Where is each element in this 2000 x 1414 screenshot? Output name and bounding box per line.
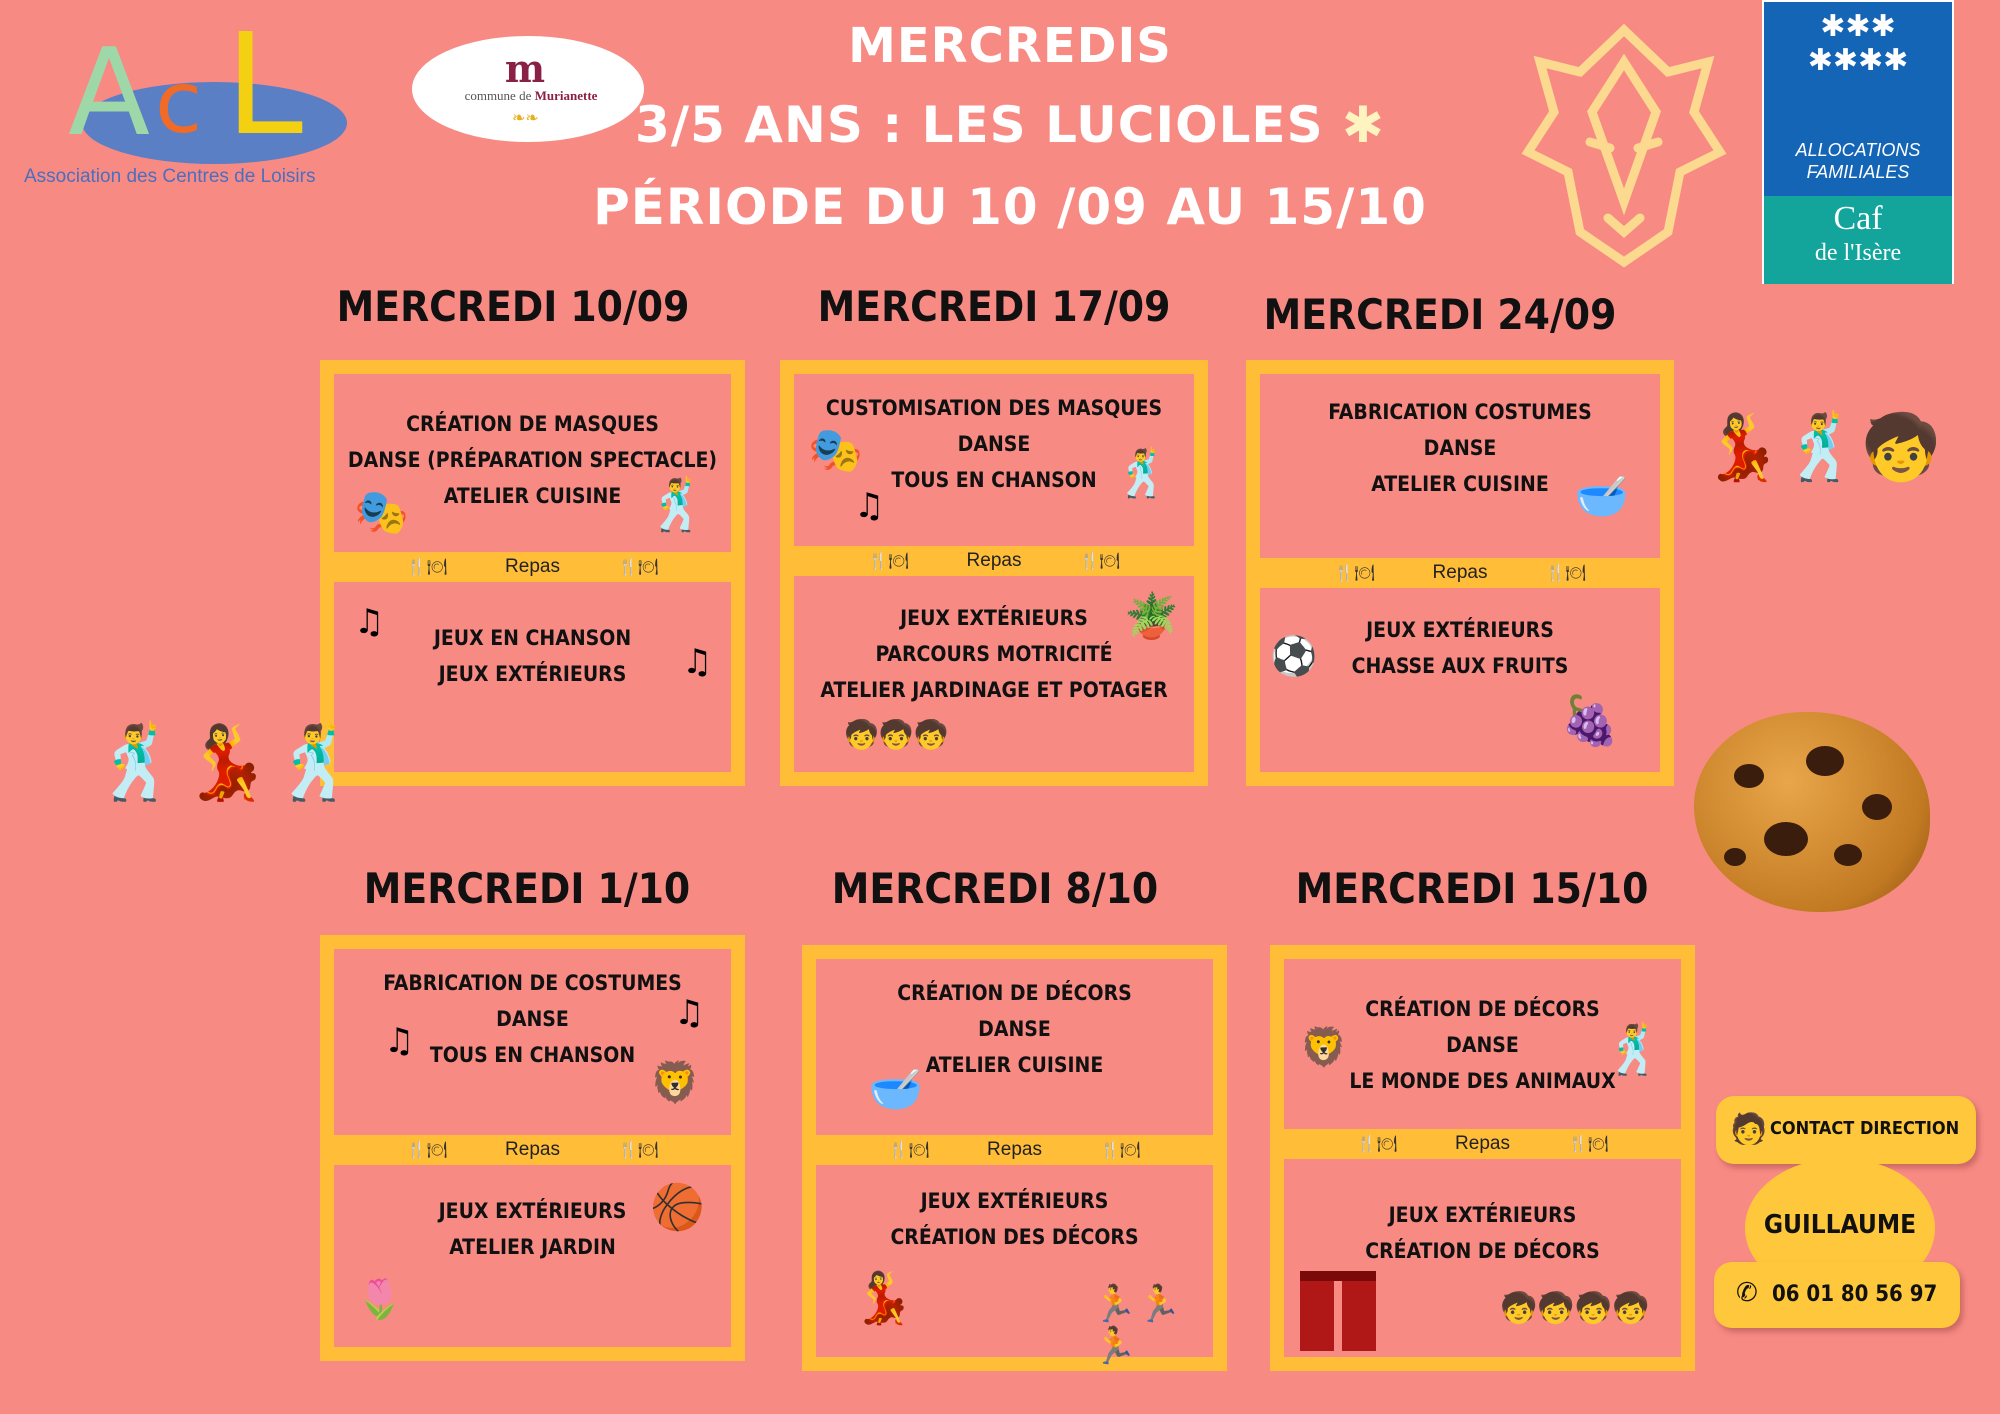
- activity: CRÉATION DE DÉCORS: [897, 981, 1132, 1005]
- repas-label: Repas: [987, 1139, 1042, 1160]
- animals-icon: 🦁: [1300, 1025, 1348, 1069]
- basketball-icon: 🏀: [650, 1182, 705, 1233]
- activity: DANSE (PRÉPARATION SPECTACLE): [347, 448, 718, 472]
- dancer-icon: 🕺: [1114, 446, 1172, 500]
- repas-label: Repas: [505, 556, 560, 577]
- music-notes-icon: ♫: [682, 642, 713, 682]
- activity: DANSE: [496, 1007, 569, 1031]
- cutlery-icon: 🍴🍽: [888, 1142, 930, 1159]
- wheelbarrow-icon: 🌷: [356, 1277, 404, 1321]
- repas-label: Repas: [1455, 1133, 1510, 1154]
- activity: PARCOURS MOTRICITÉ: [875, 642, 1113, 666]
- activity: JEUX EXTÉRIEURS: [1388, 1203, 1577, 1227]
- contact-name: GUILLAUME: [1763, 1210, 1917, 1240]
- day-card: [320, 935, 745, 1361]
- activity: CUSTOMISATION DES MASQUES: [825, 396, 1163, 420]
- day-card: [802, 945, 1227, 1371]
- activity: FABRICATION DE COSTUMES: [383, 971, 682, 995]
- cutlery-icon: 🍴🍽: [1079, 553, 1120, 570]
- acl-name: Association des Centres de Loisirs: [24, 166, 316, 187]
- music-notes-icon: ♫: [674, 993, 705, 1033]
- activity: ATELIER CUISINE: [443, 484, 622, 508]
- cutlery-icon: 🍴🍽: [1334, 565, 1375, 582]
- mixing-bowl-icon: 🥣: [868, 1064, 923, 1115]
- afternoon-activities: [1260, 612, 1660, 684]
- commune-prefix: commune de: [464, 88, 532, 103]
- music-notes-icon: ♫: [854, 486, 885, 526]
- cutlery-icon: 🍴🍽: [617, 1142, 659, 1159]
- activity: LE MONDE DES ANIMAUX: [1349, 1069, 1616, 1093]
- music-notes-icon: ♫: [354, 602, 385, 642]
- mixing-bowl-icon: 🥣: [1574, 471, 1629, 522]
- activity: FABRICATION COSTUMES: [1328, 400, 1592, 424]
- activity: JEUX EXTÉRIEURS: [438, 662, 627, 686]
- repas-label: Repas: [505, 1139, 560, 1160]
- dancer-icon: 🕺: [646, 476, 709, 534]
- activity: CHASSE AUX FRUITS: [1351, 654, 1569, 678]
- phone-icon: ✆: [1736, 1278, 1758, 1308]
- acl-logo: A c L Association des Centres de Loisirs: [20, 14, 350, 194]
- day-card: [1270, 945, 1695, 1371]
- activity: CRÉATION DE DÉCORS: [1365, 997, 1600, 1021]
- activity: DANSE: [978, 1017, 1051, 1041]
- activity: JEUX EXTÉRIEURS: [920, 1189, 1109, 1213]
- costumed-kids-icon: 🦁: [650, 1060, 700, 1106]
- afternoon-activities: [334, 620, 731, 692]
- activity: JEUX EN CHANSON: [433, 626, 632, 650]
- header-line-2: 3/5 ANS : LES LUCIOLES: [635, 96, 1324, 154]
- music-notes-icon: ♫: [384, 1021, 415, 1061]
- activity: JEUX EXTÉRIEURS: [438, 1199, 627, 1223]
- fruits-icon: 🍇: [1560, 693, 1620, 749]
- kids-hopscotch-icon: 🧒🧒🧒🧒: [1500, 1291, 1650, 1326]
- cutlery-icon: 🍴🍽: [1099, 1142, 1141, 1159]
- family-figures-icon: ✱✱✱ ✱✱✱✱: [1807, 9, 1909, 78]
- activity: DANSE: [1423, 436, 1497, 460]
- running-crowd-icon: 🏃🏃🏃: [1092, 1284, 1182, 1367]
- activity: CRÉATION DES DÉCORS: [890, 1225, 1139, 1249]
- afternoon-activities: [816, 1183, 1213, 1255]
- day-title: MERCREDI 1/10: [363, 864, 691, 913]
- dancing-kids-icon: 💃🕺🧒: [1702, 411, 1942, 485]
- activity: ATELIER JARDIN: [449, 1235, 616, 1259]
- cutlery-icon: 🍴🍽: [868, 553, 909, 570]
- cutlery-icon: 🍴🍽: [617, 559, 659, 576]
- contact-direction-pill: [1716, 1096, 1976, 1164]
- activity: ATELIER CUISINE: [1371, 472, 1549, 496]
- mask-icon: 🎭: [354, 487, 409, 538]
- activity: CRÉATION DE DÉCORS: [1365, 1239, 1600, 1263]
- day-title: MERCREDI 8/10: [831, 864, 1159, 913]
- activity: TOUS EN CHANSON: [891, 468, 1097, 492]
- caf-line1: ALLOCATIONS: [1795, 140, 1921, 160]
- caf-line2: FAMILIALES: [1806, 162, 1910, 182]
- repas-label: Repas: [1432, 562, 1488, 583]
- contact-phone-pill: [1714, 1262, 1960, 1328]
- garden-box-icon: 🪴: [1124, 591, 1179, 642]
- cutlery-icon: 🍴🍽: [1567, 1136, 1609, 1153]
- commune-logo: m commune de Murianette ❧❧: [412, 36, 644, 142]
- activity: CRÉATION DE MASQUES: [406, 412, 659, 436]
- afternoon-activities: [1284, 1197, 1681, 1269]
- caf-logo: [1762, 0, 1954, 284]
- activity: DANSE: [957, 432, 1031, 456]
- cutlery-icon: 🍴🍽: [406, 1142, 448, 1159]
- day-title: MERCREDI 24/09: [1263, 290, 1617, 339]
- caf-line3: Caf: [1833, 200, 1883, 237]
- mask-icon: 🎭: [808, 425, 863, 476]
- day-title: MERCREDI 17/09: [817, 282, 1171, 331]
- dancing-couple-icon: 💃: [852, 1269, 915, 1327]
- day-card: [780, 360, 1208, 786]
- activity: ATELIER CUISINE: [925, 1053, 1104, 1077]
- cutlery-icon: 🍴🍽: [406, 559, 448, 576]
- day-title: MERCREDI 15/10: [1295, 864, 1649, 913]
- lion-head-icon: [1520, 22, 1728, 268]
- day-card: [1246, 360, 1674, 786]
- day-title: MERCREDI 10/09: [336, 282, 690, 331]
- person-icon: 🧑: [1730, 1112, 1768, 1147]
- soccer-ball-icon: ⚽: [1270, 634, 1318, 678]
- activity: JEUX EXTÉRIEURS: [1366, 618, 1554, 642]
- stage-curtain-icon: [1300, 1271, 1376, 1351]
- cutlery-icon: 🍴🍽: [1356, 1136, 1398, 1153]
- caf-line4: de l'Isère: [1814, 240, 1902, 266]
- kids-playing-icon: 🧒🧒🧒: [844, 718, 949, 751]
- firefly-icon: ✱: [1342, 96, 1385, 154]
- dancing-silhouettes-icon: 🕺💃🕺: [92, 720, 361, 804]
- repas-label: Repas: [966, 550, 1022, 571]
- contact-phone: 06 01 80 56 97: [1772, 1282, 1938, 1307]
- header-line-1: MERCREDIS: [848, 18, 1172, 74]
- header-line-3: PÉRIODE DU 10 /09 AU 15/10: [593, 178, 1427, 236]
- cutlery-icon: 🍴🍽: [1545, 565, 1586, 582]
- activity: TOUS EN CHANSON: [429, 1043, 636, 1067]
- activity: DANSE: [1446, 1033, 1519, 1057]
- activity: ATELIER JARDINAGE ET POTAGER: [820, 678, 1168, 702]
- commune-name: Murianette: [534, 88, 598, 103]
- activity: JEUX EXTÉRIEURS: [900, 606, 1088, 630]
- day-card: [320, 360, 745, 786]
- contact-label: CONTACT DIRECTION: [1770, 1118, 1960, 1139]
- cookie-icon: [1694, 712, 1930, 912]
- dancer-icon: 🕺: [1604, 1022, 1664, 1078]
